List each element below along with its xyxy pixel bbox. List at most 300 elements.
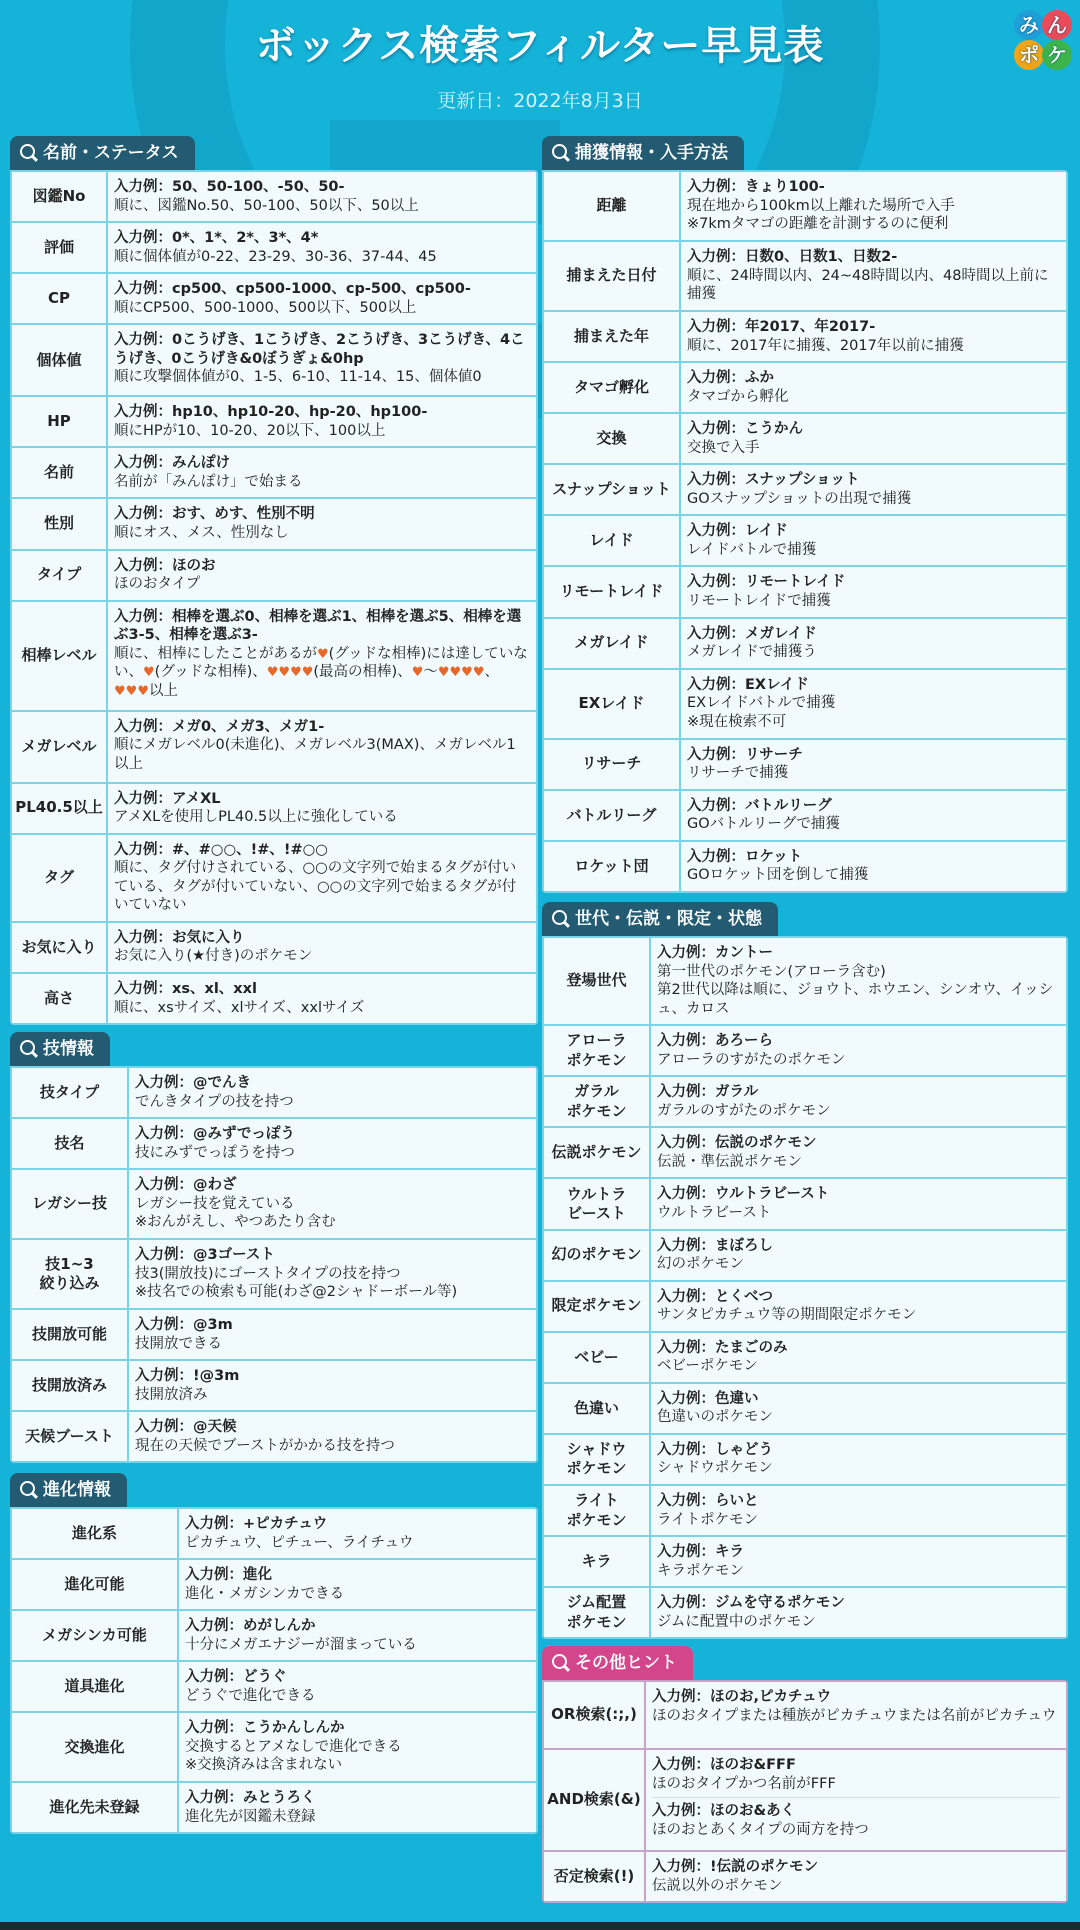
row-label: 幻のポケモン (544, 1231, 649, 1280)
row-value (651, 1231, 1066, 1280)
row-label: 登場世代 (544, 938, 649, 1024)
row-value (108, 551, 536, 600)
description-part: 以上 (148, 683, 178, 699)
heart-icon: ♥ (290, 665, 302, 681)
row-label: スナップショット (544, 465, 679, 514)
row-label: 個体値 (12, 325, 106, 395)
row-label: タマゴ孵化 (544, 363, 679, 412)
row-label: シャドウ ポケモン (544, 1435, 649, 1484)
row-description: 色違いのポケモン (657, 1409, 773, 1426)
description-part: 順に、相棒にしたことがあるが (114, 645, 317, 662)
heart-icon: ♥ (278, 665, 291, 681)
updated-date: 更新日：2022年8月3日 (437, 90, 643, 112)
row-value (651, 1026, 1066, 1075)
row-description: タマゴから孵化 (687, 388, 789, 405)
table-row (544, 619, 1066, 668)
section-hints (542, 1646, 1068, 1903)
filter-table (10, 170, 538, 1025)
section-header (542, 136, 744, 170)
row-label: AND検索(&) (544, 1750, 644, 1850)
heart-icon: ♥ (449, 665, 462, 681)
table-row (544, 1682, 1066, 1748)
row-description: 順に、24時間以内、24~48時間以内、48時間以上前に捕獲 (687, 267, 1049, 303)
row-value (108, 397, 536, 446)
row-label: ベビー (544, 1333, 649, 1382)
example-block (657, 1083, 1060, 1120)
example-block (687, 676, 1060, 732)
section-header (10, 1473, 127, 1507)
table-row (544, 938, 1066, 1024)
row-description: リモートレイドで捕獲 (687, 593, 831, 610)
example-input: 入力例：EXレイド (687, 676, 809, 693)
row-value (108, 784, 536, 833)
table-row (544, 1384, 1066, 1433)
section-generation (542, 902, 1068, 1639)
row-value (108, 223, 536, 272)
example-input: 入力例：ほのお&あく (652, 1803, 796, 1820)
row-label: リサーチ (544, 740, 679, 789)
row-label: アローラ ポケモン (544, 1026, 649, 1075)
example-block (657, 1390, 1060, 1427)
example-block (652, 1858, 1060, 1895)
row-description: サンタピカチュウ等の期間限定ポケモン (657, 1307, 917, 1324)
example-input: 入力例：おす、めす、性別不明 (114, 506, 315, 523)
row-description: シャドウポケモン (657, 1460, 773, 1477)
table-row (12, 1509, 536, 1558)
example-block (657, 1032, 1060, 1069)
row-label: メガレベル (12, 712, 106, 782)
row-description: 順に攻撃個体値が0、1-5、6-10、11-14、15、個体値0 (114, 369, 482, 386)
example-input: 入力例：きょり100- (687, 179, 825, 195)
example-input: 入力例：@わざ (135, 1177, 237, 1194)
row-value (179, 1783, 536, 1832)
table-row (12, 835, 536, 921)
row-label: 距離 (544, 172, 679, 240)
row-value (129, 1068, 536, 1117)
row-label: タグ (12, 835, 106, 921)
row-label: 進化可能 (12, 1560, 177, 1609)
row-value (681, 414, 1066, 463)
example-input: 入力例：とくべつ (657, 1288, 773, 1305)
example-block (657, 1441, 1060, 1478)
table-row (544, 1537, 1066, 1586)
row-label: 道具進化 (12, 1662, 177, 1711)
example-input: 入力例：ジムを守るポケモン (657, 1595, 845, 1612)
row-value (681, 465, 1066, 514)
row-value (129, 1119, 536, 1168)
row-description: 順にHPが10、10-20、20以下、100以上 (114, 422, 386, 439)
example-block (135, 1125, 530, 1162)
search-icon (552, 144, 567, 159)
row-value (651, 938, 1066, 1024)
row-label: 相棒レベル (12, 602, 106, 710)
row-value (129, 1240, 536, 1308)
row-value (651, 1588, 1066, 1637)
table-row (12, 223, 536, 272)
page-title: ボックス検索フィルター早見表 (255, 23, 825, 69)
example-input: 入力例：あろーら (657, 1033, 773, 1050)
row-value (681, 172, 1066, 240)
example-input: 入力例：スナップショット (687, 472, 860, 489)
logo-char: ポ (1014, 40, 1044, 70)
table-row (12, 1310, 536, 1359)
table-row (12, 274, 536, 323)
section-title: 世代・伝説・限定・状態 (575, 909, 762, 929)
example-block (657, 1594, 1060, 1631)
example-input: 入力例：相棒を選ぶ0、相棒を選ぶ1、相棒を選ぶ5、相棒を選ぶ3-5、相棒を選ぶ3- (114, 608, 522, 644)
row-value (646, 1852, 1066, 1901)
description-part: (最高の相棒)、 (313, 664, 412, 681)
example-block (135, 1316, 530, 1353)
row-description: 順に、タグ付けされている、○○の文字列で始まるタグが付いている、タグが付いていない、○○の文字列で始まるタグが付いていない (114, 860, 517, 914)
example-input: 入力例：ロケット (687, 848, 803, 865)
row-description: 順に個体値が0-22、23-29、30-36、37-44、45 (114, 248, 437, 265)
example-block (657, 1134, 1060, 1171)
section-header (10, 1032, 110, 1066)
row-value (179, 1662, 536, 1711)
row-description: 第一世代のポケモン(アローラ含む) (657, 963, 886, 980)
row-description: EXレイドバトルで捕獲 (687, 695, 836, 712)
filter-table (10, 1507, 538, 1834)
example-block (185, 1566, 530, 1603)
example-input: 入力例：リモートレイド (687, 574, 846, 591)
example-input: 入力例：リサーチ (687, 746, 803, 763)
table-row (544, 1282, 1066, 1331)
row-label: 限定ポケモン (544, 1282, 649, 1331)
example-input: 入力例：@3ゴースト (135, 1247, 275, 1264)
row-label: 捕まえた日付 (544, 242, 679, 310)
row-value (646, 1750, 1066, 1850)
example-block (114, 505, 530, 542)
section-title: 進化情報 (43, 1480, 111, 1500)
example-input: 入力例：メガ0、メガ3、メガ1- (114, 718, 325, 735)
table-row (544, 1231, 1066, 1280)
example-block (185, 1789, 530, 1826)
example-input: 入力例：0*、1*、2*、3*、4* (114, 230, 319, 247)
row-description: どうぐで進化できる (185, 1687, 316, 1704)
table-row (12, 1662, 536, 1711)
heart-icon: ♥ (461, 665, 473, 681)
example-input: 入力例：ほのお&FFF (652, 1757, 796, 1773)
example-input: 入力例：ほのお,ピカチュウ (652, 1689, 832, 1705)
heart-icon: ♥ (317, 646, 329, 662)
row-description: キラポケモン (657, 1562, 744, 1579)
row-label: 名前 (12, 448, 106, 497)
table-row (12, 1783, 536, 1832)
example-block (687, 746, 1060, 783)
table-row (12, 1412, 536, 1461)
example-input: 入力例：レイド (687, 523, 788, 540)
table-row (12, 1713, 536, 1781)
row-label: 技開放済み (12, 1361, 127, 1410)
table-row (544, 1852, 1066, 1901)
row-value (129, 1361, 536, 1410)
example-input: 入力例：!伝説のポケモン (652, 1859, 819, 1875)
row-value (108, 712, 536, 782)
row-description: ベビーポケモン (657, 1358, 758, 1375)
row-label: 技開放可能 (12, 1310, 127, 1359)
row-label: 色違い (544, 1384, 649, 1433)
table-row (12, 397, 536, 446)
example-input: 入力例：#、#○○、!#、!#○○ (114, 841, 328, 858)
description-part: 〜 (423, 664, 438, 681)
example-block (185, 1515, 530, 1552)
row-value (651, 1333, 1066, 1382)
section-header (542, 1646, 693, 1680)
example-input: 入力例：50、50-100、-50、50- (114, 179, 345, 195)
row-description: 順にCP500、500-1000、500以下、500以上 (114, 299, 417, 316)
row-label: 交換進化 (12, 1713, 177, 1781)
bottom-bar (0, 1922, 1080, 1930)
minpoke-logo (1012, 6, 1072, 76)
example-input: 入力例：カントー (657, 945, 773, 961)
example-block (114, 280, 530, 317)
row-description: お気に入り(★付き)のポケモン (114, 948, 313, 965)
row-label: ジム配置 ポケモン (544, 1588, 649, 1637)
row-label: メガシンカ可能 (12, 1611, 177, 1660)
row-value (108, 274, 536, 323)
logo-char: み (1014, 10, 1044, 40)
row-description: 順に、2017年に捕獲、2017年以前に捕獲 (687, 337, 964, 354)
row-description: 順にメガレベル0(未進化)、メガレベル3(MAX)、メガレベル1以上 (114, 737, 516, 772)
row-value (681, 791, 1066, 840)
section-title: 捕獲情報・入手方法 (575, 143, 728, 163)
table-row (12, 499, 536, 548)
row-label: 天候ブースト (12, 1412, 127, 1461)
section-capture (542, 136, 1068, 893)
table-row (544, 740, 1066, 789)
example-block (114, 229, 530, 266)
row-value (681, 363, 1066, 412)
example-input: 入力例：色違い (657, 1390, 759, 1407)
example-block (114, 178, 530, 215)
row-value (651, 1486, 1066, 1535)
example-block (135, 1176, 530, 1232)
example-block (657, 1288, 1060, 1325)
example-input: 入力例：xs、xl、xxl (114, 981, 257, 998)
row-label: 図鑑No (12, 172, 106, 221)
table-row (12, 1611, 536, 1660)
example-input: 入力例：@3m (135, 1317, 233, 1334)
example-input: 入力例：どうぐ (185, 1669, 287, 1686)
example-block (135, 1418, 530, 1455)
row-description: 伝説以外のポケモン (652, 1877, 783, 1894)
example-block (114, 557, 530, 594)
table-row (544, 1588, 1066, 1637)
table-row (544, 1750, 1066, 1850)
row-description: 技3(開放技)にゴーストタイプの技を持つ (135, 1265, 401, 1282)
table-row (12, 1560, 536, 1609)
table-row (544, 1179, 1066, 1228)
row-description: GOロケット団を倒して捕獲 (687, 867, 869, 884)
example-input: 入力例：メガレイド (687, 625, 817, 642)
section-header (10, 136, 195, 170)
row-note: ※おんがえし、やつあたり含む (135, 1214, 336, 1231)
example-block (135, 1367, 530, 1404)
row-label: 技タイプ (12, 1068, 127, 1117)
example-input: 入力例：みとうろく (185, 1790, 316, 1807)
row-label: 否定検索(!) (544, 1852, 644, 1901)
row-description: 現在の天候でブーストがかかる技を持つ (135, 1437, 395, 1454)
example-input: 入力例：バトルリーグ (687, 797, 832, 814)
row-label: 進化先未登録 (12, 1783, 177, 1832)
row-label: お気に入り (12, 923, 106, 972)
row-label: レガシー技 (12, 1170, 127, 1238)
row-label: ガラル ポケモン (544, 1077, 649, 1126)
row-description: 幻のポケモン (657, 1256, 744, 1273)
example-block (657, 1492, 1060, 1529)
table-row (12, 602, 536, 710)
filter-table (542, 1680, 1068, 1903)
row-value (108, 974, 536, 1023)
example-block (687, 369, 1060, 406)
row-description: ほのおとあくタイプの両方を持つ (652, 1821, 869, 1838)
row-label: ロケット団 (544, 842, 679, 891)
row-value (681, 242, 1066, 310)
row-description: 名前が「みんぽけ」で始まる (114, 473, 303, 490)
row-value (651, 1537, 1066, 1586)
example-input: 入力例：アメXL (114, 790, 221, 807)
row-value (651, 1179, 1066, 1228)
row-label: バトルリーグ (544, 791, 679, 840)
row-description: ほのおタイプ (114, 576, 201, 593)
example-input: 入力例：ウルトラビースト (657, 1186, 830, 1203)
filter-table (542, 936, 1068, 1639)
row-description: GOバトルリーグで捕獲 (687, 816, 840, 833)
example-block (652, 1688, 1060, 1725)
table-row (12, 325, 536, 395)
section-header (542, 902, 778, 936)
row-description: 順に、xsサイズ、xlサイズ、xxlサイズ (114, 999, 365, 1016)
section-title: 技情報 (43, 1039, 94, 1059)
example-input: 入力例：こうかんしんか (185, 1720, 345, 1737)
example-block (114, 454, 530, 491)
row-value (681, 567, 1066, 616)
example-block (114, 841, 530, 915)
example-input: 入力例：キラ (657, 1544, 744, 1561)
section-title: 名前・ステータス (43, 143, 179, 163)
filter-table (10, 1066, 538, 1463)
table-row (544, 567, 1066, 616)
row-description: 進化・メガシンカできる (185, 1585, 345, 1602)
heart-icon: ♥ (301, 665, 314, 681)
table-row (544, 363, 1066, 412)
row-value (179, 1713, 536, 1781)
example-block (657, 944, 1060, 1018)
row-value (651, 1384, 1066, 1433)
row-description: ピカチュウ、ピチュー、ライチュウ (185, 1534, 414, 1551)
example-input: 入力例：cp500、cp500-1000、cp-500、cp500- (114, 281, 471, 298)
example-block (657, 1543, 1060, 1580)
row-label: OR検索(:;,) (544, 1682, 644, 1748)
heart-icon: ♥ (266, 665, 279, 681)
row-value (179, 1560, 536, 1609)
example-input: 入力例：ガラル (657, 1084, 759, 1101)
row-label: 技名 (12, 1119, 127, 1168)
row-label: 捕まえた年 (544, 312, 679, 361)
row-description: メガレイドで捕獲う (687, 644, 817, 661)
row-description: ジムに配置中のポケモン (657, 1613, 816, 1630)
table-row (544, 1333, 1066, 1382)
row-note: ※現在検索不可 (687, 713, 787, 730)
table-row (544, 1435, 1066, 1484)
example-block (687, 797, 1060, 834)
row-label: ライト ポケモン (544, 1486, 649, 1535)
row-description: アメXLを使用しPL40.5以上に強化している (114, 809, 398, 826)
description-part: 、 (484, 664, 499, 681)
example-input: 入力例：お気に入り (114, 929, 245, 946)
row-description: 技にみずでっぽうを持つ (135, 1144, 295, 1161)
row-label: メガレイド (544, 619, 679, 668)
example-input: 入力例：しゃどう (657, 1441, 773, 1458)
example-block (657, 1185, 1060, 1222)
row-value (681, 670, 1066, 738)
example-block (687, 420, 1060, 457)
table-row (544, 1486, 1066, 1535)
example-block (114, 608, 530, 701)
example-input: 入力例：たまごのみ (657, 1339, 788, 1356)
example-block (135, 1074, 530, 1111)
row-value (651, 1128, 1066, 1177)
example-block (652, 1797, 1060, 1839)
row-description: 十分にメガエナジーが溜まっている (185, 1636, 417, 1653)
row-label: レイド (544, 516, 679, 565)
example-input: 入力例：@みずでっぽう (135, 1126, 295, 1143)
example-input: 入力例：こうかん (687, 421, 803, 438)
description-part: (グッドな相棒)、 (154, 664, 267, 681)
table-row (12, 974, 536, 1023)
example-block (114, 331, 530, 387)
table-row (12, 172, 536, 221)
heart-icon: ♥ (114, 684, 126, 699)
row-label: 伝説ポケモン (544, 1128, 649, 1177)
example-input: 入力例：日数0、日数1、日数2- (687, 249, 898, 265)
example-block (185, 1719, 530, 1775)
row-value (651, 1282, 1066, 1331)
row-description: ほのおタイプまたは種族がピカチュウまたは名前がピカチュウ (652, 1707, 1057, 1724)
row-description (114, 645, 530, 701)
section-name-status (10, 136, 538, 1025)
row-label: キラ (544, 1537, 649, 1586)
row-value (108, 325, 536, 395)
row-value (108, 835, 536, 921)
table-row (12, 1361, 536, 1410)
search-icon (20, 1040, 35, 1055)
section-title: その他ヒント (575, 1653, 677, 1673)
row-value (129, 1170, 536, 1238)
table-row (544, 1128, 1066, 1177)
row-description: レガシー技を覚えている (135, 1195, 295, 1212)
logo-char: ケ (1042, 40, 1072, 70)
table-row (12, 1170, 536, 1238)
row-label: 交換 (544, 414, 679, 463)
row-description: レイドバトルで捕獲 (687, 541, 817, 558)
table-row (544, 172, 1066, 240)
description-part: (グッドな相棒)には達していない、 (114, 645, 528, 681)
example-input: 入力例：+ピカチュウ (185, 1516, 328, 1532)
example-block (687, 471, 1060, 508)
row-value (681, 619, 1066, 668)
row-value (108, 448, 536, 497)
row-value (681, 516, 1066, 565)
search-icon (552, 1654, 567, 1669)
row-label: 高さ (12, 974, 106, 1023)
example-block (114, 403, 530, 440)
example-input: 入力例：hp10、hp10-20、hp-20、hp100- (114, 404, 428, 421)
row-value (129, 1412, 536, 1461)
table-row (12, 1240, 536, 1308)
example-input: 入力例：進化 (185, 1567, 272, 1584)
